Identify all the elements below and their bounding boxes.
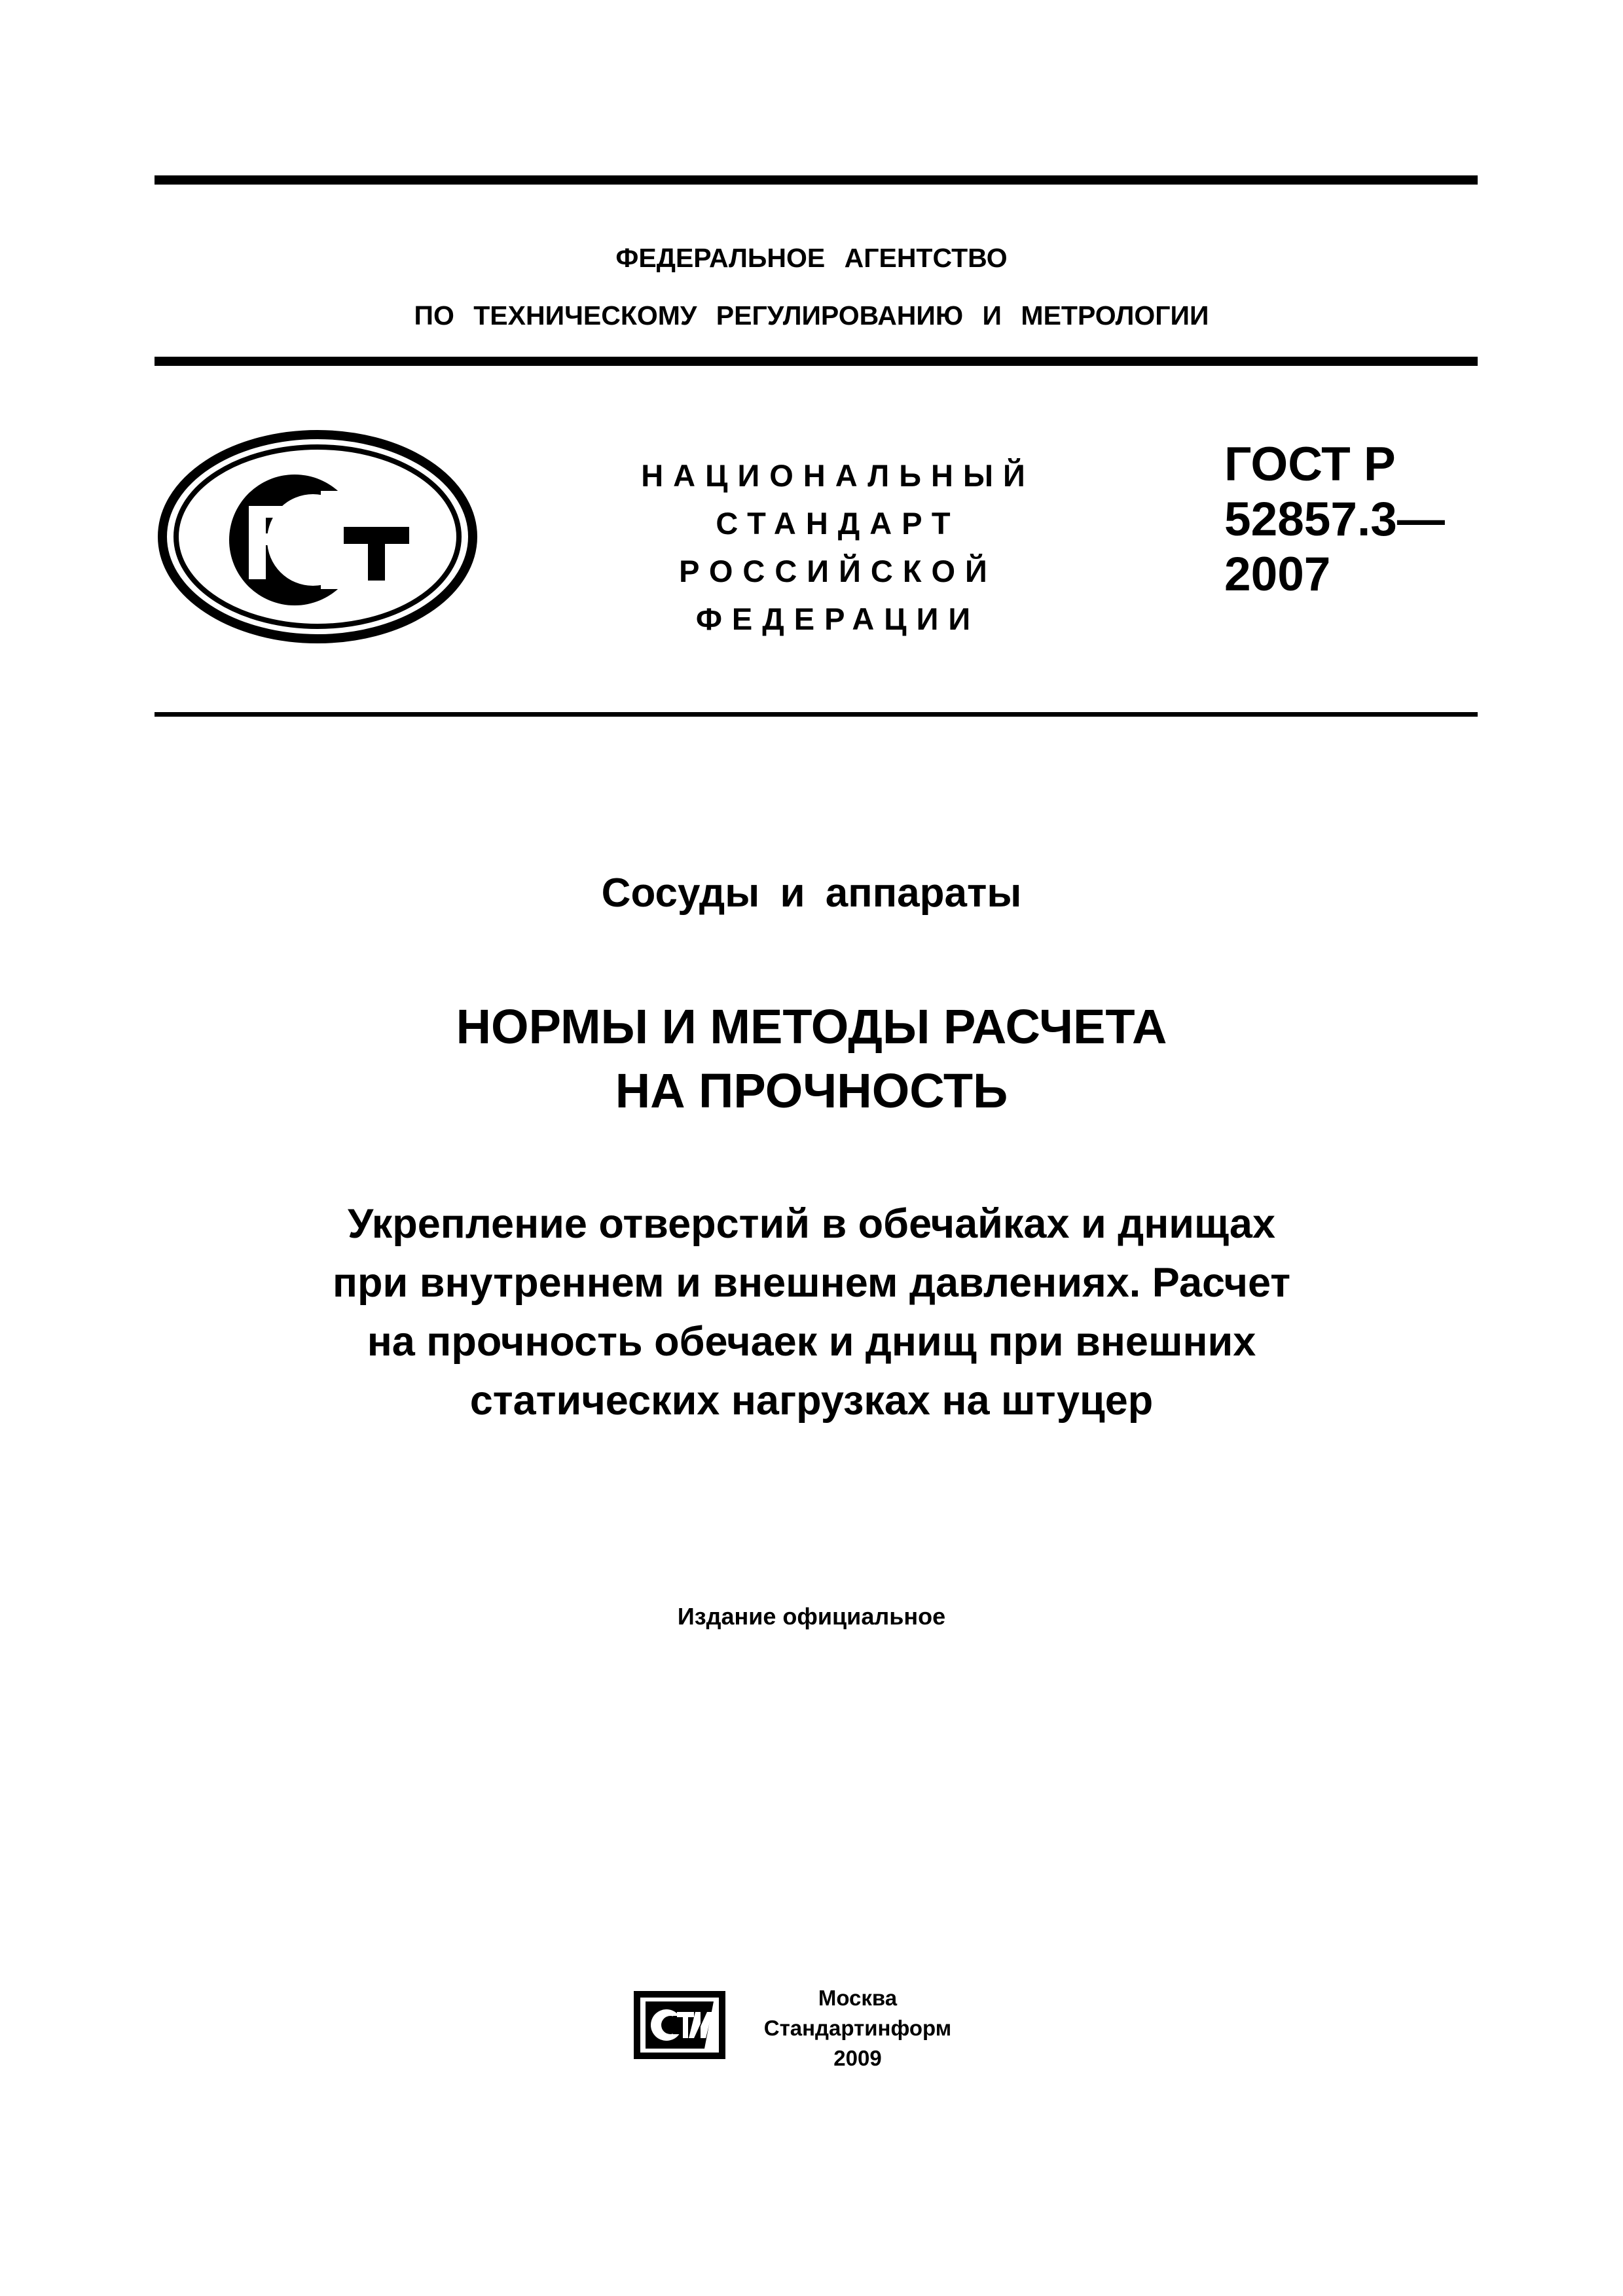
standard-id-line-1: ГОСТ Р: [1224, 438, 1396, 491]
gost-r-emblem-logo: [157, 429, 478, 645]
main-title-line-1: НОРМЫ И МЕТОДЫ РАСЧЕТА: [456, 999, 1167, 1054]
header-bottom-rule: [155, 712, 1478, 717]
agency-bottom-rule: [155, 357, 1478, 366]
national-standard-line-3: РОССИЙСКОЙ: [679, 554, 997, 588]
standard-number: [1224, 437, 1499, 602]
standard-id-line-2: 52857.3—: [1224, 493, 1445, 546]
top-rule: [155, 175, 1478, 185]
document-subtitle: [0, 1194, 1623, 1430]
subtitle-line-4: статических нагрузках на штуцер: [469, 1378, 1154, 1424]
national-standard-label: [609, 452, 1067, 643]
publisher-city: Москва: [818, 1986, 898, 2010]
main-title-line-2: НА ПРОЧНОСТЬ: [615, 1064, 1008, 1118]
agency-block: [0, 229, 1623, 344]
document-category: Сосуды и аппараты: [601, 870, 1022, 916]
agency-line-1: ФЕДЕРАЛЬНОЕ АГЕНТСТВО: [615, 243, 1008, 273]
subtitle-line-3: на прочность обечаек и днищ при внешних: [367, 1319, 1256, 1365]
publication-year: 2009: [833, 2046, 882, 2070]
subtitle-line-2: при внутреннем и внешнем давлениях. Расчет: [332, 1260, 1291, 1306]
national-standard-line-1: НАЦИОНАЛЬНЫЙ: [641, 458, 1035, 493]
publisher-name: Стандартинформ: [763, 2016, 952, 2040]
subtitle-line-1: Укрепление отверстий в обечайках и днищах: [347, 1201, 1276, 1247]
agency-line-2: ПО ТЕХНИЧЕСКОМУ РЕГУЛИРОВАНИЮ И МЕТРОЛОГИИ: [414, 300, 1209, 331]
document-main-title: [0, 995, 1623, 1123]
standartinform-logo: [632, 1990, 727, 2060]
national-standard-line-2: СТАНДАРТ: [716, 506, 960, 541]
national-standard-line-4: ФЕДЕРАЦИИ: [695, 601, 981, 636]
standard-id-line-3: 2007: [1224, 548, 1331, 601]
official-edition-note: Издание официальное: [677, 1603, 946, 1630]
publisher-block: [740, 1983, 976, 2073]
